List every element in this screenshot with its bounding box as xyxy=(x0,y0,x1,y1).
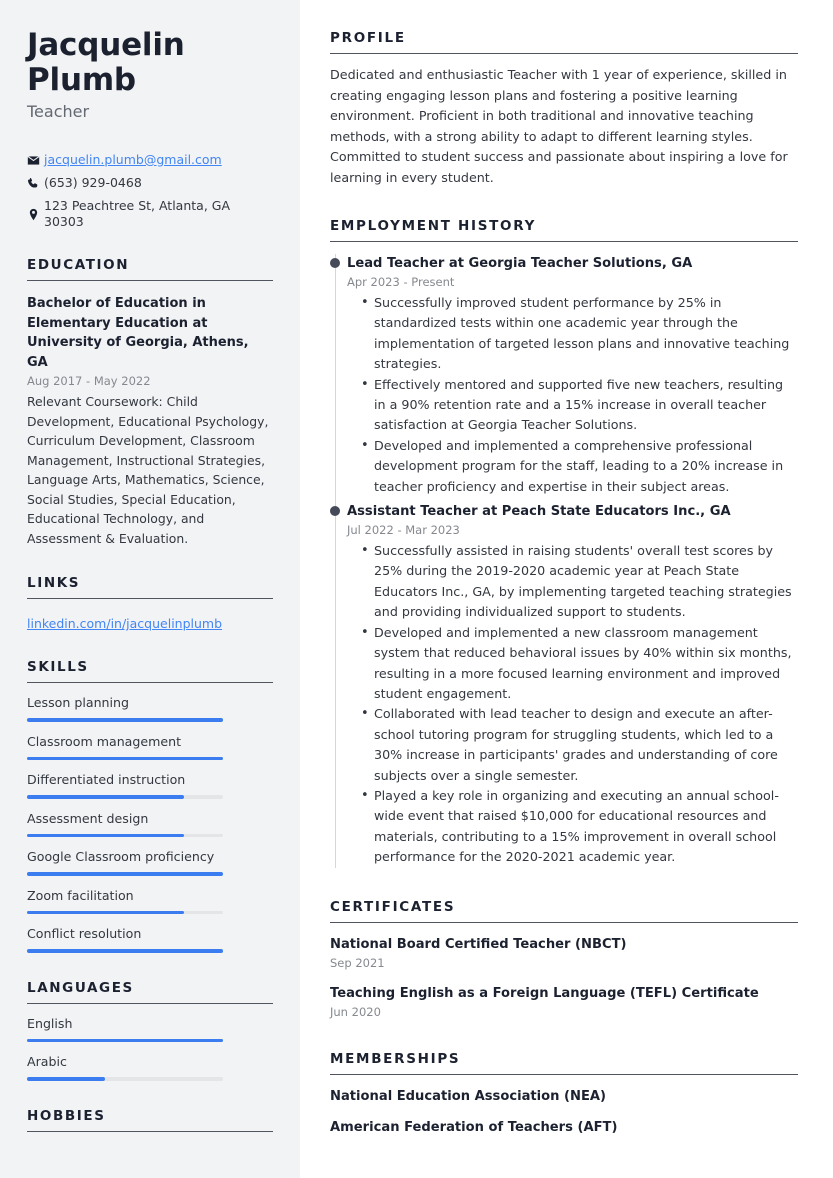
section-profile xyxy=(330,30,798,188)
contact-address: 123 Peachtree St, Atlanta, GA 30303 xyxy=(44,198,231,229)
section-links xyxy=(27,575,273,632)
section-languages xyxy=(27,980,273,1081)
spacer xyxy=(330,873,798,899)
contact-email[interactable]: jacquelin.plumb@gmail.com xyxy=(44,152,222,167)
section-links-rule xyxy=(27,598,273,599)
language-item xyxy=(27,1053,273,1081)
profile-text: Dedicated and enthusiastic Teacher with 1 year of experience, skilled in creating engaging lesson plans and fostering a positive learning environment. Proficient in both traditional and innovative teaching methods, with a strong ability to adapt to different learning styles. Committed to student success and passionate about inspiring a love for learning in every student. xyxy=(330,67,788,185)
skill-label: Google Classroom proficiency xyxy=(27,849,215,864)
skill-label: Zoom facilitation xyxy=(27,887,134,903)
employment-bullet: • Successfully assisted in raising students' overall test scores by 25% during the 2019-2020 academic year at Peach State Educators Inc., GA, by implementing targeted teaching strategies and providing individualized support to students. xyxy=(374,541,798,623)
skill-meter-track xyxy=(27,834,223,838)
section-employment-title: EMPLOYMENT HISTORY xyxy=(330,218,537,234)
skill-meter-fill xyxy=(27,872,223,876)
section-certificates xyxy=(330,899,798,1021)
education-degree: Bachelor of Education in Elementary Education at University of Georgia, Athens, GA xyxy=(27,296,249,370)
employment-bullets xyxy=(347,293,798,497)
section-education-rule xyxy=(27,280,273,281)
skill-meter-track xyxy=(27,795,223,799)
section-skills-title: SKILLS xyxy=(27,659,89,675)
employment-role: Lead Teacher at Georgia Teacher Solutions, GA xyxy=(347,256,693,271)
section-skills-rule xyxy=(27,682,273,683)
section-employment xyxy=(330,218,798,868)
skill-label: Classroom management xyxy=(27,733,182,749)
section-education xyxy=(27,257,273,548)
section-memberships-rule xyxy=(330,1074,798,1075)
skill-meter-track xyxy=(27,911,223,915)
skill-meter-track xyxy=(27,949,223,953)
section-hobbies-title: HOBBIES xyxy=(27,1107,106,1124)
skill-meter-fill xyxy=(27,757,223,761)
skill-label: Assessment design xyxy=(27,810,149,826)
education-date: Aug 2017 - May 2022 xyxy=(27,374,151,388)
certificate-date: Jun 2020 xyxy=(330,1004,381,1019)
membership-name: National Education Association (NEA) xyxy=(330,1088,607,1104)
section-skills xyxy=(27,659,273,953)
certificate-name: Teaching English as a Foreign Language (TEFL) Certificate xyxy=(330,985,759,1001)
employment-bullet: • Played a key role in organizing and executing an annual school-wide event that raised $10,000 for educational resources and materials, contributing to a 15% improvement in overall school performance for the 2020-2021 academic year. xyxy=(374,786,798,868)
section-education-title: EDUCATION xyxy=(27,257,130,273)
last-name: Plumb xyxy=(27,62,136,98)
language-item xyxy=(27,1015,273,1043)
contact-email-row[interactable] xyxy=(27,152,273,168)
education-description: Relevant Coursework: Child Development, Educational Psychology, Curriculum Development, Classroom Management, Instructional Strategies, Language Arts, Mathematics, Science, Social Studies, Special Education, Educational Technology, and Assessment & Evaluation. xyxy=(27,394,269,546)
skill-meter-fill xyxy=(27,911,184,915)
section-employment-rule xyxy=(330,241,798,242)
location-pin-icon xyxy=(27,208,44,221)
employment-entry xyxy=(347,254,798,497)
contact-list xyxy=(27,152,273,230)
contact-phone-row xyxy=(27,175,273,191)
spacer xyxy=(330,1025,798,1051)
linkedin-link[interactable]: linkedin.com/in/jacquelinplumb xyxy=(27,616,223,631)
section-links-title: LINKS xyxy=(27,575,81,591)
language-label: English xyxy=(27,1015,73,1031)
membership-name: American Federation of Teachers (AFT) xyxy=(330,1119,618,1135)
timeline-dot-icon xyxy=(330,506,340,516)
languages-list xyxy=(27,1015,273,1081)
skill-meter-track xyxy=(27,757,223,761)
skill-meter-track xyxy=(27,872,223,876)
skill-meter-fill xyxy=(27,949,223,953)
certificate-date: Sep 2021 xyxy=(330,955,385,970)
skill-label: Differentiated instruction xyxy=(27,772,186,787)
certificate-entry xyxy=(330,984,798,1021)
skill-label: Conflict resolution xyxy=(27,926,142,941)
sidebar xyxy=(0,0,300,1178)
employment-bullet: • Developed and implemented a new classroom management system that reduced behavioral issues by 40% within six months, resulting in a more focused learning environment and improved student engagement. xyxy=(374,623,798,705)
main-column xyxy=(300,0,833,1178)
language-meter-fill xyxy=(27,1077,105,1081)
skill-item xyxy=(27,810,273,838)
link-item[interactable] xyxy=(27,613,273,632)
candidate-name xyxy=(27,28,273,98)
membership-entry xyxy=(330,1118,798,1137)
phone-icon xyxy=(27,177,44,190)
employment-bullet: • Developed and implemented a comprehensive professional development program for the staff, leading to a 20% increase in teacher proficiency and expertise in their subject areas. xyxy=(374,436,798,497)
section-hobbies-rule xyxy=(27,1131,273,1132)
first-name: Jacquelin xyxy=(27,27,185,63)
skill-item xyxy=(27,694,273,722)
skill-item xyxy=(27,887,273,915)
section-profile-title: PROFILE xyxy=(330,30,406,46)
section-profile-rule xyxy=(330,53,798,54)
skill-item xyxy=(27,771,273,799)
certificate-entry xyxy=(330,935,798,972)
skill-meter-fill xyxy=(27,795,184,799)
employment-bullet: • Collaborated with lead teacher to design and execute an after-school tutoring program for struggling students, which led to a 30% increase in participants' grades and understanding of core subjects over a single semester. xyxy=(374,704,798,786)
membership-entry xyxy=(330,1087,798,1106)
section-languages-rule xyxy=(27,1003,273,1004)
skill-item xyxy=(27,925,273,953)
memberships-list xyxy=(330,1087,798,1137)
employment-bullet: • Successfully improved student performance by 25% in standardized tests within one academic year through the implementation of targeted lesson plans and innovative teaching strategies. xyxy=(374,293,798,375)
employment-timeline xyxy=(330,254,798,868)
skill-meter-fill xyxy=(27,834,184,838)
timeline-dot-icon xyxy=(330,258,340,268)
skill-meter-fill xyxy=(27,718,223,722)
employment-role: Assistant Teacher at Peach State Educators Inc., GA xyxy=(347,504,731,520)
employment-bullets xyxy=(347,541,798,868)
certificate-name: National Board Certified Teacher (NBCT) xyxy=(330,936,627,952)
skill-item xyxy=(27,733,273,761)
language-meter-fill xyxy=(27,1039,223,1043)
certificates-list xyxy=(330,935,798,1021)
spacer xyxy=(330,192,798,218)
skill-meter-track xyxy=(27,718,223,722)
skill-item xyxy=(27,848,273,876)
section-languages-title: LANGUAGES xyxy=(27,979,134,996)
language-meter-track xyxy=(27,1039,223,1043)
contact-phone: (653) 929-0468 xyxy=(44,175,142,190)
section-certificates-rule xyxy=(330,922,798,923)
contact-address-row xyxy=(27,198,273,230)
section-certificates-title: CERTIFICATES xyxy=(330,898,456,915)
candidate-job-title: Teacher xyxy=(27,102,90,121)
envelope-icon xyxy=(27,154,44,167)
section-memberships-title: MEMBERSHIPS xyxy=(330,1050,461,1067)
language-meter-track xyxy=(27,1077,223,1081)
employment-bullet: • Effectively mentored and supported five new teachers, resulting in a 90% retention rate and a 15% increase in overall teacher satisfaction at Georgia Teacher Solutions. xyxy=(374,375,798,436)
skills-list xyxy=(27,694,273,953)
employment-date: Apr 2023 - Present xyxy=(347,275,455,289)
language-label: Arabic xyxy=(27,1054,67,1069)
employment-date: Jul 2022 - Mar 2023 xyxy=(347,523,460,538)
education-entry xyxy=(27,294,273,548)
skill-label: Lesson planning xyxy=(27,695,130,710)
employment-entry xyxy=(347,502,798,868)
section-hobbies xyxy=(27,1108,273,1132)
section-memberships xyxy=(330,1051,798,1137)
